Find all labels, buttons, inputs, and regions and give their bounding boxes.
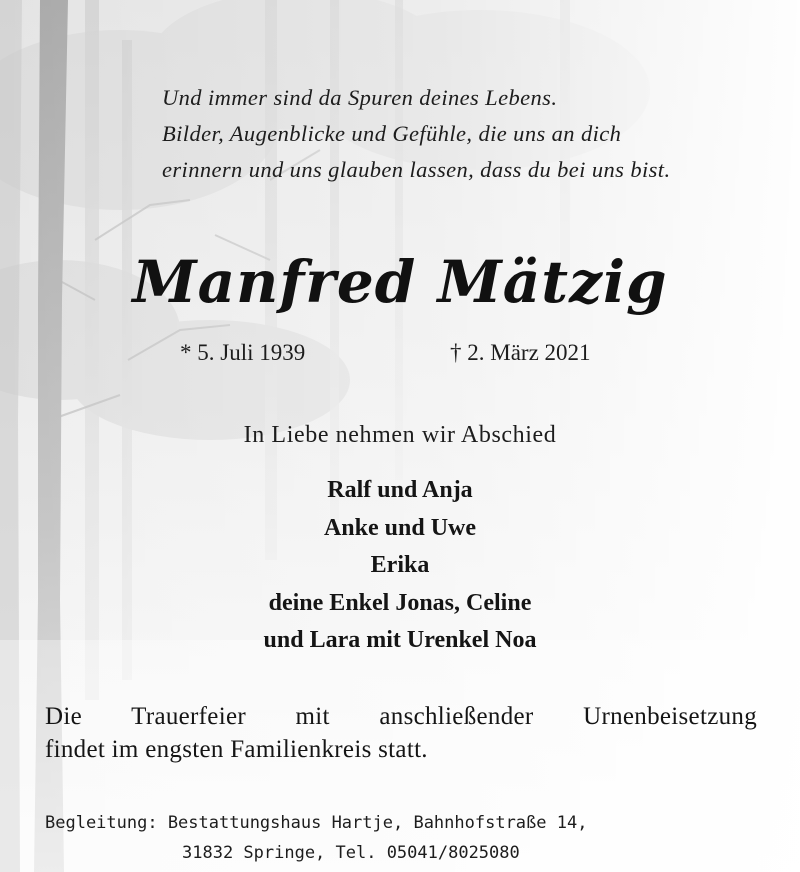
mourner-line: Ralf und Anja: [327, 477, 473, 503]
undertaker-line: 31832 Springe, Tel. 05041/8025080: [182, 843, 520, 863]
ceremony-line: Die Trauerfeier mit anschließender Urnenbeisetzung: [45, 703, 757, 730]
undertaker-info: [45, 808, 785, 868]
mourner-line: und Lara mit Urenkel Noa: [263, 627, 537, 653]
quote-line: Und immer sind da Spuren deines Lebens.: [162, 85, 558, 110]
memorial-quote: [162, 80, 782, 188]
quote-line: erinnern und uns glauben lassen, dass du bei uns bist.: [162, 157, 671, 182]
deceased-name: Manfred Mätzig: [132, 248, 668, 316]
ceremony-notice: [45, 700, 757, 766]
mourner-line: deine Enkel Jonas, Celine: [268, 589, 532, 616]
undertaker-line: Begleitung: Bestattungshaus Hartje, Bahnhofstraße 14,: [45, 813, 588, 833]
quote-line: Bilder, Augenblicke und Gefühle, die uns an dich: [162, 121, 622, 146]
mourners-list: [0, 472, 800, 660]
mourner-line: Erika: [370, 552, 430, 578]
death-date: † 2. März 2021: [450, 340, 591, 365]
farewell-text: In Liebe nehmen wir Abschied: [243, 422, 557, 448]
ceremony-line: findet im engsten Familienkreis statt.: [45, 736, 428, 763]
mourner-line: Anke und Uwe: [323, 514, 477, 541]
birth-date: * 5. Juli 1939: [180, 340, 306, 365]
